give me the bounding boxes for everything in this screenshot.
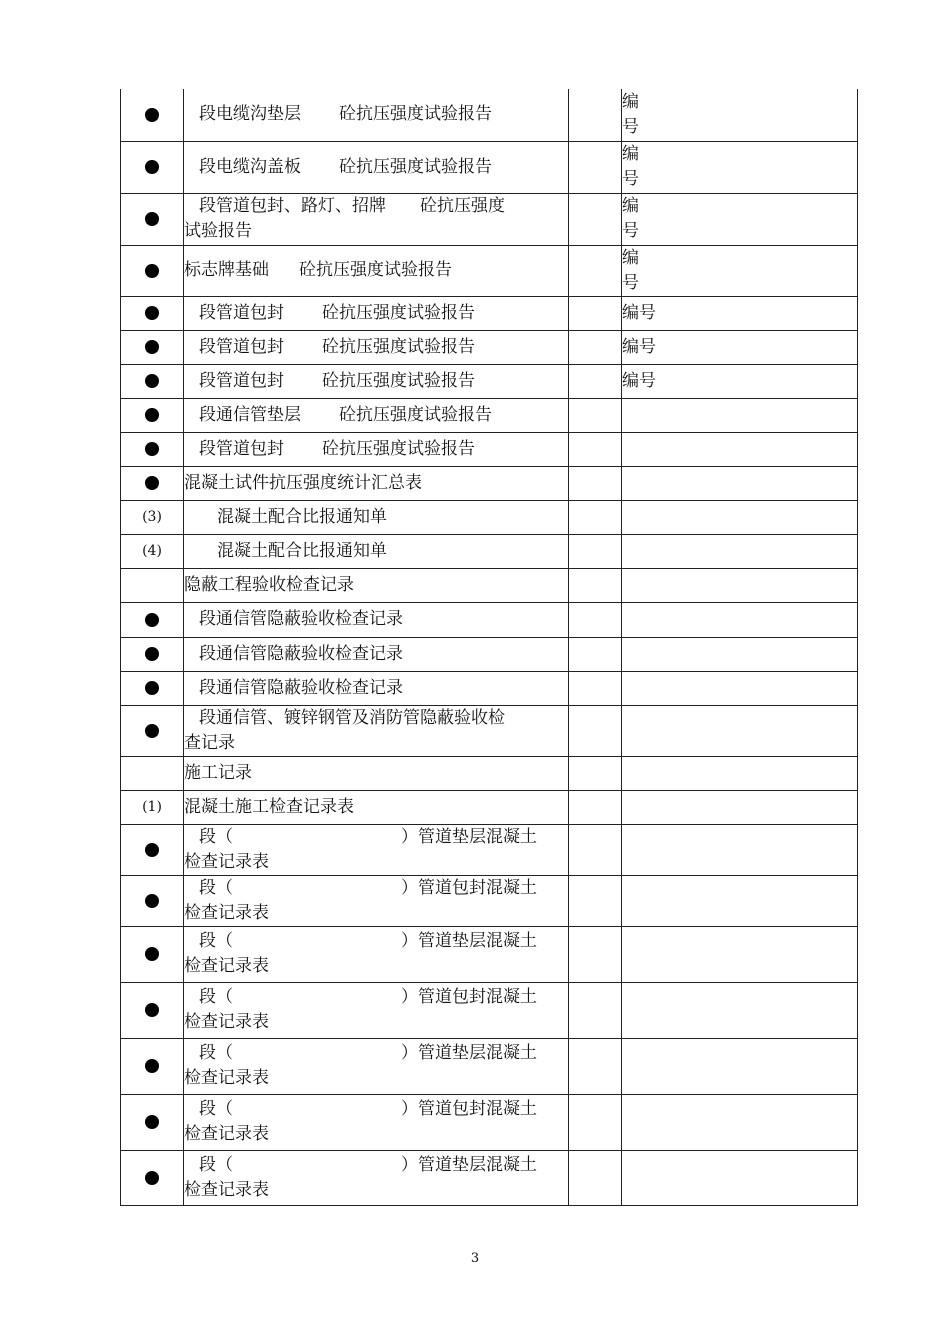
title-part: 段（ — [199, 877, 233, 898]
row-mark — [121, 1038, 184, 1094]
title-part: ）管道垫层混凝土 — [401, 931, 537, 951]
empty-cell — [569, 671, 622, 705]
table-row — [121, 141, 858, 193]
bullet-dot-icon — [145, 681, 159, 695]
row-code: 编号 — [622, 364, 858, 398]
title-part: 砼抗压强度试验报告 — [299, 260, 452, 280]
title-part: 检查记录表 — [184, 902, 269, 923]
table-row — [121, 534, 858, 568]
row-mark — [121, 432, 184, 466]
empty-cell — [569, 500, 622, 534]
bullet-dot-icon — [145, 947, 159, 961]
title-part: ）管道包封混凝土 — [401, 1099, 537, 1119]
row-code: 编号 — [622, 330, 858, 364]
empty-cell — [569, 245, 622, 296]
table-row — [121, 193, 858, 245]
document-table — [120, 89, 858, 1206]
title-part: 段通信管隐蔽验收检查记录 — [199, 643, 403, 664]
table-row — [121, 432, 858, 466]
row-title — [184, 637, 569, 671]
bullet-dot-icon — [145, 408, 159, 422]
empty-cell — [622, 982, 858, 1038]
row-mark — [121, 637, 184, 671]
table-row — [121, 89, 858, 141]
empty-cell — [622, 568, 858, 602]
row-code: 编号 — [622, 296, 858, 330]
title-part: ）管道垫层混凝土 — [401, 1043, 537, 1063]
table-row — [121, 466, 858, 500]
empty-cell — [569, 466, 622, 500]
table-row — [121, 875, 858, 926]
empty-cell — [622, 398, 858, 432]
empty-cell — [569, 364, 622, 398]
code-char: 编 — [622, 91, 639, 112]
row-mark — [121, 364, 184, 398]
bullet-dot-icon — [145, 160, 159, 174]
table-row — [121, 602, 858, 637]
empty-cell — [622, 432, 858, 466]
table-row — [121, 756, 858, 790]
row-mark — [121, 534, 184, 568]
row-title — [184, 926, 569, 982]
table-row — [121, 705, 858, 756]
title-part: 段（ — [199, 826, 233, 847]
row-title — [184, 296, 569, 330]
table-row — [121, 398, 858, 432]
row-mark — [121, 500, 184, 534]
code-char: 号 — [622, 221, 639, 241]
row-title — [184, 89, 569, 141]
row-mark — [121, 466, 184, 500]
empty-cell — [569, 982, 622, 1038]
empty-cell — [622, 1094, 858, 1150]
row-title — [184, 500, 569, 534]
bullet-dot-icon — [145, 1115, 159, 1129]
empty-cell — [622, 1038, 858, 1094]
empty-cell — [569, 398, 622, 432]
empty-cell — [569, 824, 622, 875]
bullet-dot-icon — [145, 442, 159, 456]
bullet-dot-icon — [145, 1171, 159, 1185]
bullet-dot-icon — [145, 1059, 159, 1073]
row-title: 混凝土施工检查记录表 — [184, 790, 569, 824]
empty-cell — [622, 705, 858, 756]
title-part: ）管道包封混凝土 — [401, 877, 537, 898]
title-part: 段管道包封 — [199, 336, 284, 357]
code-char: 号 — [622, 116, 639, 137]
empty-cell — [622, 500, 858, 534]
title-part: 段电缆沟盖板 — [199, 156, 301, 177]
title-part: 试验报告 — [184, 221, 252, 241]
row-mark — [121, 824, 184, 875]
title-part: 检查记录表 — [184, 1068, 269, 1088]
row-title — [184, 330, 569, 364]
title-part: 段管道包封 — [199, 302, 284, 323]
title-part: 混凝土配合比报通知单 — [217, 540, 387, 561]
title-part: 标志牌基础 — [184, 260, 269, 280]
title-part: 检查记录表 — [184, 1012, 269, 1032]
row-code — [622, 141, 858, 193]
row-code — [622, 245, 858, 296]
row-mark — [121, 330, 184, 364]
table-row — [121, 330, 858, 364]
row-number: (1) — [142, 799, 162, 815]
row-mark — [121, 756, 184, 790]
title-part: 段管道包封 — [199, 438, 284, 459]
title-part: 查记录 — [184, 732, 235, 753]
title-part: 砼抗压强度试验报告 — [339, 104, 492, 125]
row-title — [184, 432, 569, 466]
row-title — [184, 534, 569, 568]
title-part: 检查记录表 — [184, 956, 269, 976]
row-mark — [121, 398, 184, 432]
table-row — [121, 671, 858, 705]
row-mark — [121, 193, 184, 245]
title-part: 段通信管、镀锌钢管及消防管隐蔽验收检 — [199, 707, 505, 728]
row-mark — [121, 602, 184, 637]
title-part: 检查记录表 — [184, 1124, 269, 1144]
bullet-dot-icon — [145, 724, 159, 738]
row-number: (4) — [142, 543, 162, 559]
bullet-dot-icon — [145, 476, 159, 490]
bullet-dot-icon — [145, 1003, 159, 1017]
bullet-dot-icon — [145, 264, 159, 278]
row-title — [184, 982, 569, 1038]
empty-cell — [569, 296, 622, 330]
table-row — [121, 1094, 858, 1150]
empty-cell — [569, 330, 622, 364]
row-mark — [121, 568, 184, 602]
title-part: 砼抗压强度试验报告 — [322, 302, 475, 323]
empty-cell — [622, 637, 858, 671]
table-row — [121, 982, 858, 1038]
bullet-dot-icon — [145, 108, 159, 122]
table-row — [121, 500, 858, 534]
title-part: 段管道包封 — [199, 370, 284, 391]
empty-cell — [569, 1094, 622, 1150]
row-title — [184, 671, 569, 705]
empty-cell — [569, 756, 622, 790]
empty-cell — [622, 1150, 858, 1205]
bullet-dot-icon — [145, 647, 159, 661]
row-title — [184, 364, 569, 398]
empty-cell — [622, 671, 858, 705]
table-row — [121, 364, 858, 398]
empty-cell — [569, 534, 622, 568]
title-part: ）管道包封混凝土 — [401, 987, 537, 1007]
row-title — [184, 245, 569, 296]
row-mark — [121, 1094, 184, 1150]
table-row — [121, 1038, 858, 1094]
title-part: 砼抗压强度试验报告 — [339, 156, 492, 177]
empty-cell — [569, 193, 622, 245]
row-mark — [121, 1150, 184, 1205]
title-part: 砼抗压强度试验报告 — [339, 404, 492, 425]
code-char: 号 — [622, 272, 639, 293]
table-row — [121, 637, 858, 671]
title-part: 段（ — [199, 987, 233, 1007]
title-part: 段（ — [199, 1043, 233, 1063]
title-part: ）管道垫层混凝土 — [401, 1154, 537, 1175]
empty-cell — [569, 1038, 622, 1094]
bullet-dot-icon — [145, 843, 159, 857]
empty-cell — [622, 926, 858, 982]
empty-cell — [569, 602, 622, 637]
page-number: 3 — [470, 1251, 480, 1266]
title-part: 段通信管垫层 — [199, 404, 301, 425]
empty-cell — [569, 637, 622, 671]
row-code — [622, 193, 858, 245]
table-row — [121, 926, 858, 982]
table-row — [121, 790, 858, 824]
empty-cell — [622, 875, 858, 926]
row-mark — [121, 790, 184, 824]
title-part: 段（ — [199, 931, 233, 951]
row-mark — [121, 982, 184, 1038]
code-char: 号 — [622, 169, 639, 189]
code-char: 编 — [622, 144, 639, 164]
row-mark — [121, 671, 184, 705]
table-row — [121, 296, 858, 330]
empty-cell — [622, 466, 858, 500]
bullet-dot-icon — [145, 613, 159, 627]
empty-cell — [622, 824, 858, 875]
title-part: 混凝土配合比报通知单 — [217, 506, 387, 527]
title-part: 砼抗压强度试验报告 — [322, 370, 475, 391]
code-char: 编 — [622, 247, 639, 268]
bullet-dot-icon — [145, 340, 159, 354]
title-part: 段电缆沟垫层 — [199, 104, 301, 125]
empty-cell — [622, 534, 858, 568]
row-mark — [121, 141, 184, 193]
row-title — [184, 398, 569, 432]
title-part: 砼抗压强度 — [420, 196, 505, 216]
row-title — [184, 1150, 569, 1205]
empty-cell — [622, 790, 858, 824]
empty-cell — [569, 141, 622, 193]
empty-cell — [569, 926, 622, 982]
table-row — [121, 568, 858, 602]
empty-cell — [569, 790, 622, 824]
title-part: ）管道垫层混凝土 — [401, 826, 537, 847]
row-mark — [121, 705, 184, 756]
row-title — [184, 1038, 569, 1094]
row-title — [184, 602, 569, 637]
empty-cell — [569, 875, 622, 926]
row-mark — [121, 296, 184, 330]
section-title: 施工记录 — [184, 756, 569, 790]
table-row — [121, 824, 858, 875]
section-title: 隐蔽工程验收检查记录 — [184, 568, 569, 602]
title-part: 段管道包封、路灯、招牌 — [199, 196, 386, 216]
title-part: 砼抗压强度试验报告 — [322, 438, 475, 459]
row-title — [184, 193, 569, 245]
title-part: 检查记录表 — [184, 1179, 269, 1200]
row-title — [184, 875, 569, 926]
empty-cell — [569, 1150, 622, 1205]
title-part: 检查记录表 — [184, 851, 269, 872]
row-title — [184, 705, 569, 756]
empty-cell — [569, 432, 622, 466]
empty-cell — [622, 756, 858, 790]
bullet-dot-icon — [145, 374, 159, 388]
empty-cell — [622, 602, 858, 637]
empty-cell — [569, 568, 622, 602]
bullet-dot-icon — [145, 894, 159, 908]
row-title — [184, 824, 569, 875]
row-title: 混凝土试件抗压强度统计汇总表 — [184, 466, 569, 500]
bullet-dot-icon — [145, 212, 159, 226]
title-part: 段（ — [199, 1154, 233, 1175]
row-title — [184, 1094, 569, 1150]
row-mark — [121, 89, 184, 141]
table-row — [121, 1150, 858, 1205]
row-number: (3) — [142, 509, 162, 525]
title-part: 段通信管隐蔽验收检查记录 — [199, 677, 403, 698]
empty-cell — [569, 705, 622, 756]
code-char: 编 — [622, 196, 639, 216]
row-mark — [121, 926, 184, 982]
table-row — [121, 245, 858, 296]
bullet-dot-icon — [145, 306, 159, 320]
empty-cell — [569, 89, 622, 141]
row-code — [622, 89, 858, 141]
title-part: 段通信管隐蔽验收检查记录 — [199, 609, 403, 629]
title-part: 砼抗压强度试验报告 — [322, 336, 475, 357]
title-part: 段（ — [199, 1099, 233, 1119]
row-title — [184, 141, 569, 193]
row-mark — [121, 875, 184, 926]
row-mark — [121, 245, 184, 296]
